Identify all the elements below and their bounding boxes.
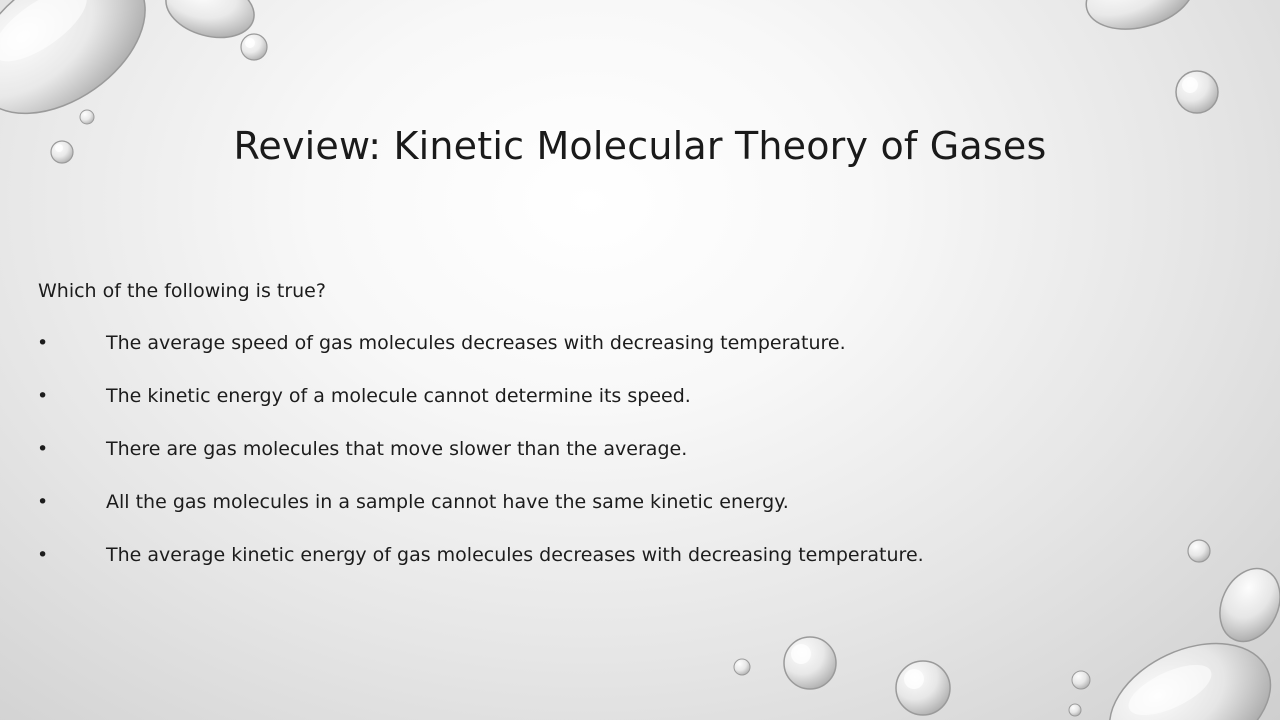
answer-options-list bbox=[0, 330, 1280, 595]
droplet-left-tiny bbox=[80, 110, 94, 124]
droplet-top-left-medium bbox=[159, 0, 260, 47]
droplet-bottom-tiny-2 bbox=[1072, 671, 1090, 689]
answer-option-text: The average kinetic energy of gas molecules decreases with decreasing temperature. bbox=[106, 544, 924, 566]
bullet-icon: • bbox=[37, 332, 49, 354]
answer-option bbox=[0, 542, 1280, 595]
answer-option bbox=[0, 489, 1280, 542]
answer-option-text: There are gas molecules that move slower than the average. bbox=[106, 438, 688, 460]
droplet-top-left-large bbox=[0, 0, 172, 144]
bullet-icon: • bbox=[37, 491, 49, 513]
droplet-top-right-large bbox=[1079, 0, 1202, 40]
bullet-icon: • bbox=[37, 438, 49, 460]
answer-option bbox=[0, 330, 1280, 383]
droplet-bottom-right-large bbox=[1090, 619, 1280, 720]
answer-option bbox=[0, 436, 1280, 489]
droplet-bottom-tiny-1 bbox=[734, 659, 750, 675]
slide-title: Review: Kinetic Molecular Theory of Gases bbox=[233, 124, 1047, 168]
droplet-bottom-medium-1 bbox=[784, 637, 836, 689]
droplet-top-left-small bbox=[241, 34, 267, 60]
answer-option-text: The kinetic energy of a molecule cannot determine its speed. bbox=[106, 385, 691, 407]
droplet-bottom-tiny-3 bbox=[1069, 704, 1081, 716]
droplet-bottom-medium-2 bbox=[896, 661, 950, 715]
question-text: Which of the following is true? bbox=[38, 280, 326, 302]
droplet-right-medium bbox=[1176, 71, 1218, 113]
answer-option bbox=[0, 383, 1280, 436]
bullet-icon: • bbox=[37, 544, 49, 566]
answer-option-text: All the gas molecules in a sample cannot have the same kinetic energy. bbox=[106, 491, 789, 513]
answer-option-text: The average speed of gas molecules decreases with decreasing temperature. bbox=[106, 332, 846, 354]
bullet-icon: • bbox=[37, 385, 49, 407]
